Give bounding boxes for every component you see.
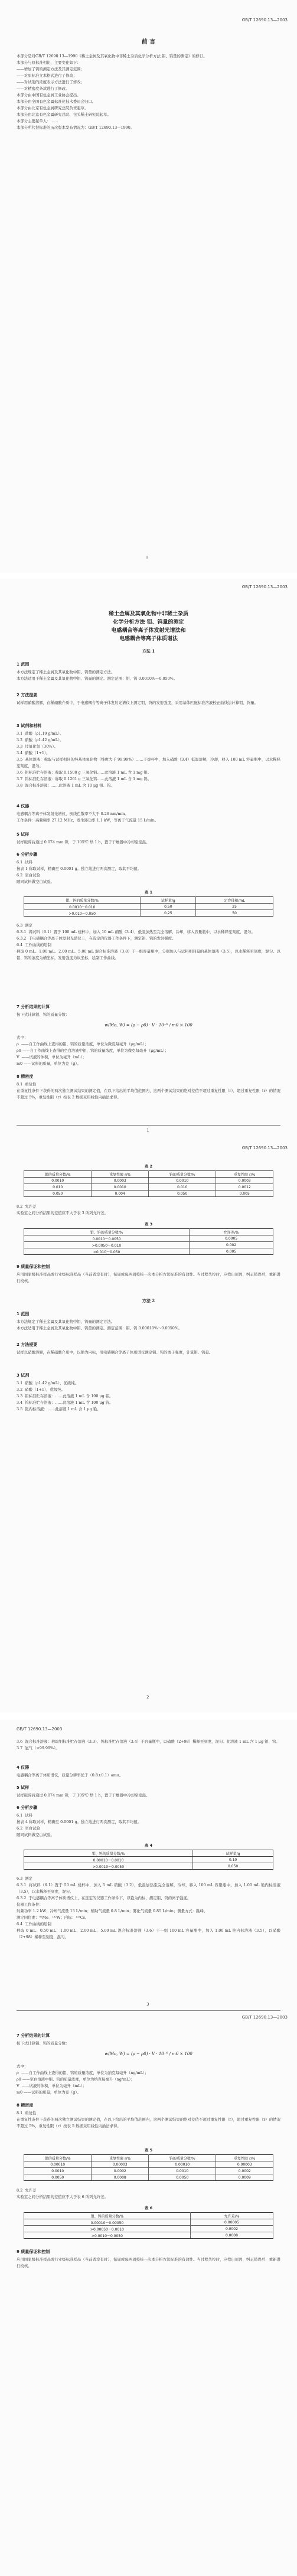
- table-row: [24, 2232, 273, 2239]
- table-tolerance: [24, 1228, 273, 1255]
- table-cell: 0.0003: [92, 1178, 149, 1184]
- table-sample-mass: [24, 1850, 273, 1870]
- table-header: 钨的质量分数/%: [148, 1171, 216, 1178]
- section-body: 试样用硝酸溶解，在稀硝酸介质中，于电感耦合等离子体发射光谱仪上测定钼、钨的发射强度，采用基体匹配标准溶液校正曲线法计算钼、钨量。: [17, 700, 258, 705]
- table-row: [24, 2168, 273, 2174]
- table-tolerance: [24, 2212, 273, 2239]
- table-cell: >0.0050～0.010: [24, 1242, 190, 1248]
- table-row: [24, 2219, 273, 2226]
- table-row: [24, 1191, 273, 1197]
- table-header: 试样量/g: [193, 1850, 273, 1857]
- section-body: 试样以硝酸溶解，在稀硝酸介质中，以铯为内标，用电感耦合等离子体质谱仪测定钼、钨的离子强度，计算钼、钨量。: [17, 1350, 213, 1355]
- page-number: 3: [146, 2002, 149, 2007]
- section-body: 3.1 硝酸（ρ1.42 g/mL），优级纯。 3.2 硝酸（1+1），优级纯。 3.3 钼标准贮存溶液：……此溶液 1 mL 含 100 μg 钼。 3.4 钨标准贮存溶液：……此溶液 1 mL 含 100 μg 钨。 3.5 铯内标溶液：……此溶液 1 mL 含 1 μg 铯。: [17, 1381, 113, 1411]
- section-body: 8.2 允许差 实验室之间分析结果的差值应不大于表 3 所列允许差。: [17, 1204, 109, 1215]
- table-header: 重复性限 r/%: [216, 1171, 273, 1178]
- section-heading: 5 试样: [17, 832, 30, 837]
- foreword-title: 前 言: [141, 39, 156, 45]
- method-heading: 方法 2: [142, 1298, 155, 1303]
- table-header: 允许差/%: [190, 1229, 273, 1235]
- page-code: GB/T 12690.13—2003: [241, 1146, 288, 1150]
- table-cell: >0.0010～0.0050: [24, 1863, 193, 1870]
- section-body: 按下式计算钼、钨的质量分数：: [17, 2041, 70, 2046]
- table-cell: 0.004: [92, 1191, 149, 1197]
- table-cell: 0.0010: [148, 1178, 216, 1184]
- section-body: 试样破碎后通过 0.074 mm 筛，于 105℃ 烘 1 h，置于干燥器中冷却至室温。: [17, 1793, 150, 1798]
- table-cell: 0.00010～0.0010: [24, 1857, 193, 1863]
- section-heading: 1 范围: [17, 1312, 30, 1316]
- table-header: 钼、钨的质量分数/%: [24, 1850, 193, 1857]
- section-heading: 8 精密度: [17, 2103, 34, 2108]
- page-code: GB/T 12690.13—2003: [241, 2015, 288, 2020]
- section-heading: 9 质量保证和控制: [17, 1264, 50, 1269]
- table-repeatability: [24, 2154, 273, 2181]
- table-cell: 0.0050: [24, 2174, 92, 2181]
- table-cell: 0.005: [190, 1248, 273, 1255]
- table-cell: 0.10: [193, 1857, 273, 1863]
- formula: w(Mo, W) = (ρ − ρ0) · V · 10⁻⁶ / m0 × 100: [105, 1023, 192, 1028]
- table-cell: 0.0008: [190, 2232, 273, 2239]
- section-body: 8.1 重复性 在重复性条件下获得的两次独立测试结果的测定值，在以下给出的平均值范围内，这两个测试结果的绝对差值不超过重复性限（r），超过重复性限（r）的情况不超过 5%，重复性限（r）按表 5 数据采用线性内插法求得。: [17, 2111, 280, 2128]
- table-cell: 0.50: [141, 904, 196, 910]
- table-header: 钼的质量分数/%: [24, 1171, 92, 1178]
- page-method-2: [0, 1720, 297, 2576]
- section-body: 本方法规定了稀土金属及其氧化物中钼、钨量的测定方法。 本方法适用于稀土金属及其氧化物中钼、钨量的测定。测定范围：钼、钨 0.00010%～0.0050%。: [17, 1319, 182, 1331]
- section-body: 6.1 试料 按表 1 称取试样，精确至 0.0001 g。独立地进行两次测定，取其平均值。 6.2 空白试验 随同试料做空白试验。: [17, 860, 142, 884]
- table-row: [24, 904, 273, 910]
- standard-title-line-2: 化学分析方法 钼、钨量的测定: [113, 619, 184, 625]
- section-body: 电感耦合等离子体发射光谱仪，倒线色散率不大于 0.26 nm/mm。 工作条件：高频频率 27.12 MHz，发生器功率 1.1 kW，等离子气流量 15 L/min。: [17, 811, 159, 823]
- table-cell: 0.0010～0.010: [24, 904, 141, 910]
- table-cell: 0.010: [24, 1184, 92, 1191]
- table-cell: 25: [196, 904, 273, 910]
- table-header: 重复性限 r/%: [216, 2155, 273, 2161]
- page-main: [0, 579, 297, 1713]
- section-heading: 2 方法提要: [17, 1342, 38, 1347]
- table-header: 钼、钨的质量分数/%: [24, 2213, 191, 2219]
- table-cell: 0.00003: [216, 2161, 273, 2168]
- table-cell: 0.0003: [216, 1178, 273, 1184]
- table-cell: >0.010～0.050: [24, 1248, 190, 1255]
- table-cell: 0.0002: [190, 2226, 273, 2232]
- section-heading: 2 方法提要: [17, 693, 38, 697]
- section-body: 6.1 试料 按表 4 称取试样，精确至 0.0001 g。独立地进行两次测定，取其平均值。 6.2 空白试验 随同试料做空白试验。: [17, 1813, 142, 1837]
- section-heading: 1 范围: [17, 662, 30, 667]
- table-header: 重复性限 r/%: [92, 1171, 149, 1178]
- page-code: GB/T 12690.13—2003: [17, 1727, 63, 1732]
- section-heading: 6 分析步骤: [17, 852, 38, 857]
- section-heading: 6 分析步骤: [17, 1805, 38, 1810]
- page-foreword: [0, 0, 297, 573]
- page-number: I: [146, 555, 148, 560]
- section-body: 8.1 重复性 在重复性条件下获得的两次独立测试结果的测定值，在以下给出的平均值范围内，这两个测试结果的绝对差值不超过重复性限（r），超过重复性限（r）的情况不超过 5%，重复性限（r）按表 2 数据采用线性内插法求得。: [17, 1082, 280, 1100]
- table-header: 钼的质量分数/%: [24, 2155, 92, 2161]
- foreword-body: 本部分是对GB/T 12690.13—1990《稀土金属及其氧化物中非稀土杂质化学分析方法 钼、钨量的测定》的修订。 本部分与原标准相比，主要变化如下： ——增加了钨的测定方法及其测定范围； ——对原标准文本格式进行了修改； ——对试剂的浓度表示方法进行了修改； ——对精密度条款进行了修改。 本部分由中国有色金属工业协会提出。 本部分由全国有色金属标准化技术委员会归口。 本部分由北京有色金属研究总院负责起草。 本部分由北京有色金属研究总院、包头稀土研究院起草。 本部分主要起草人：…… 本部分所代替标准的历次版本发布情况为：GB/T 12690.13—1990。: [17, 54, 207, 130]
- table-header: 定容体积/mL: [196, 897, 273, 904]
- page-code: GB/T 12690.13—2003: [241, 18, 288, 22]
- section-body: 8.2 允许差 实验室之间分析结果的差值应不大于表 6 所列允许差。: [17, 2188, 109, 2199]
- standard-title-line-1: 稀土金属及其氧化物中非稀土杂质: [108, 611, 188, 617]
- table-cell: 0.00003: [92, 2161, 149, 2168]
- section-heading: 5 试样: [17, 1785, 30, 1790]
- table-row: [24, 1178, 273, 1184]
- table-row: [24, 1184, 273, 1191]
- table-header: 重复性限 r/%: [92, 2155, 149, 2161]
- table-cell: 0.0002: [216, 2168, 273, 2174]
- table-row: [24, 2161, 273, 2168]
- table-cell: 0.25: [141, 910, 196, 917]
- table-row: [24, 2174, 273, 2181]
- formula-legend: 式中： ρ ——自工作曲线上查得的钼、钨的质量浓度，单位为纳克每毫升（ng/mL）； ρ0 ——空白溶液中钼、钨的质量浓度，单位为纳克每毫升（ng/mL）； V ——试液的体积，单位为毫升（mL）； m0 ——试料的质量，单位为克（g）。: [17, 2064, 149, 2095]
- section-body: 应用国家级标准样品或行业级标准样品（当前者没有时），每周或每两周校核一次本分析方法标准的有效性。当过程失控时，应找出原因，纠正错误后，重新进行校核。: [17, 2257, 280, 2268]
- table-cell: 0.00010: [148, 2161, 216, 2168]
- table-header: 钨的质量分数/%: [148, 2155, 216, 2161]
- table-cell: 0.00005: [190, 2219, 273, 2226]
- table-cell: 0.0010: [24, 2168, 92, 2174]
- table-cell: >0.010～0.050: [24, 910, 141, 917]
- table-cell: 50: [196, 910, 273, 917]
- table-cell: 0.0009: [216, 2174, 273, 2181]
- section-body: 3.6 混合标准溶液：移取钼标准贮存溶液（3.3）、钨标准贮存溶液（3.4）于容量瓶中，以硝酸（2+98）稀释至刻度，混匀。此溶液 1 mL 含 1 μg 钼、钨。 3.7 氩气（>99.99%）。: [17, 1739, 280, 1750]
- page-number: 1: [146, 1128, 149, 1133]
- table-cell: 0.005: [216, 1191, 273, 1197]
- table-caption: 表 5: [144, 2148, 153, 2153]
- section-heading: 4 仪器: [17, 804, 30, 808]
- section-body: 电感耦合等离子体质谱仪，质量分辨率优于（0.8±0.1）amu。: [17, 1773, 123, 1778]
- table-header: 允许差/%: [190, 2213, 273, 2219]
- standard-title-line-4: 电感耦合等离子体质谱法: [119, 636, 178, 642]
- table-repeatability: [24, 1170, 273, 1197]
- section-body: 本方法规定了稀土金属及其氧化物中钼、钨量的测定方法。 本方法适用于稀土金属及其氧化物中钼、钨量的测定。测定范围：钼、钨 0.0010%～0.050%。: [17, 670, 178, 681]
- table-row: [24, 1242, 273, 1248]
- formula-legend: 式中： ρ ——自工作曲线上查得的钼、钨的质量浓度，单位为微克每毫升（μg/mL）； ρ0 ——自工作曲线上查得的空白溶液中钼、钨的质量浓度，单位为微克每毫升（μg/mL）； V ——试液的体积，单位为毫升（mL）； m0 ——试料的质量，单位为克（g）。: [17, 1035, 169, 1066]
- table-cell: 0.050: [193, 1863, 273, 1870]
- section-body: 6.3 测定 6.3.1 将试料（6.1）置于 100 mL 烧杯中，加入 10 mL 硝酸（3.4），低温加热至完全溶解，冷却，移入容量瓶中，以水稀释至刻度，混匀。 6.3.2 于电感耦合等离子体发射光谱仪上，在选定的仪器工作条件下，测定钼、钨的发射强度。 6.4 工作曲线的绘制 移取 0 mL、1.00 mL、2.00 mL、5.00 mL 混合标准溶液（3.8）于一组容量瓶中，分别加入与试料相同量的基体溶液（3.5），以水稀释至刻度，混匀。以钼、钨的浓度为横坐标，发射强度为纵坐标，绘制工作曲线。: [17, 923, 280, 960]
- section-heading: 9 质量保证和控制: [17, 2249, 50, 2254]
- section-body: 3.1 盐酸（ρ1.19 g/mL）。 3.2 硝酸（ρ1.42 g/mL）。 3.3 过氧化氢（30%）。 3.4 硝酸（1+1）。 3.5 基体溶液：称取与试样相同的纯基体氧化物（纯度大于 99.99%）……于烧杯中，加入硝酸（3.4）低温溶解，冷却，移入 100 mL 容量瓶中，以水稀释至刻度，混匀。 3.6 钼标准贮存溶液：称取 0.1500 g 三氧化钼……此溶液 1 mL 含 1 mg 钼。 3.7 钨标准贮存溶液：称取 0.1261 g 三氧化钨……此溶液 1 mL 含 1 mg 钨。 3.8 混合标准溶液：……此溶液 1 mL 含 10 μg 钼、钨。: [17, 731, 280, 788]
- table-cell: 0.0002: [92, 2168, 149, 2174]
- table-row: [24, 2226, 273, 2232]
- section-heading: 7 分析结果的计算: [17, 1005, 50, 1009]
- section-heading: 4 仪器: [17, 1765, 30, 1770]
- table-row: [24, 1248, 273, 1255]
- table-cell: 0.0005: [190, 1235, 273, 1242]
- page-break-rule: [17, 2010, 280, 2011]
- table-cell: 0.0010: [24, 1178, 92, 1184]
- page-break-rule: [17, 1125, 280, 1126]
- section-body: 应用国家级标准样品或行业级标准样品（当前者没有时），每周或每两周校核一次本分析方法标准的有效性。当过程失控时，应找出原因，纠正错误后，重新进行校核。: [17, 1272, 280, 1283]
- table-cell: 0.0010～0.0050: [24, 1235, 190, 1242]
- table-cell: 0.00010～0.00050: [24, 2219, 191, 2226]
- page-code: GB/T 12690.13—2003: [241, 585, 288, 589]
- table-cell: 0.00010: [24, 2161, 92, 2168]
- section-body: 6.3 测定 6.3.1 将试料（6.1）置于 50 mL 烧杯中，加入 5 mL 硝酸（3.2），低温加热至完全溶解，冷却，移入 100 mL 容量瓶中，加入 1.00 mL 铯内标溶液（3.5），以水稀释至刻度，混匀。 6.3.2 于电感耦合等离子体质谱仪上，在选定的仪器工作条件下，以铯为内标，测定钼、钨的离子强度。 仪器工作条件： 射频功率 1.2 kW；冷却气流量 13 L/min；辅助气流量 0.8 L/min；雾化气流量 0.85 L/min；测量方式：跳峰。 测定同位素：⁹⁵Mo、¹⁸²W；内标：¹³³Cs。 6.4 工作曲线的绘制 移取 0 mL、0.50 mL、1.00 mL、2.00 mL、5.00 mL 混合标准溶液（3.6）于一组 100 mL 容量瓶中，加入 1.00 mL 铯内标溶液（3.5），以硝酸（2+98）稀释至刻度，混匀。: [17, 1876, 280, 1939]
- method-heading: 方法 1: [142, 648, 155, 654]
- section-heading: 7 分析结果的计算: [17, 2033, 50, 2038]
- table-row: [24, 1235, 273, 1242]
- table-cell: 0.050: [24, 1191, 92, 1197]
- table-cell: 0.0012: [216, 1184, 273, 1191]
- section-body: 试样破碎后通过 0.074 mm 筛，于 105℃ 烘 1 h，置于干燥器中冷却至室温。: [17, 840, 150, 844]
- table-sample-mass: [24, 896, 273, 917]
- table-caption: 表 1: [144, 890, 153, 895]
- table-cell: 0.0010: [148, 2168, 216, 2174]
- table-cell: 0.050: [148, 1191, 216, 1197]
- table-caption: 表 3: [144, 1222, 153, 1227]
- table-cell: 0.0008: [92, 2174, 149, 2181]
- section-heading: 3 试剂: [17, 1373, 30, 1378]
- table-header: 钼、钨的质量分数/%: [24, 1229, 190, 1235]
- section-body: 按下式计算钼、钨的质量分数：: [17, 1012, 70, 1017]
- page-number: 2: [146, 1695, 149, 1700]
- table-row: [24, 910, 273, 917]
- table-cell: 0.010: [148, 1184, 216, 1191]
- table-row: [24, 1863, 273, 1870]
- section-heading: 3 试剂和材料: [17, 723, 42, 728]
- table-cell: 0.0010: [92, 1184, 149, 1191]
- standard-title-line-3: 电感耦合等离子体发射光谱法和: [111, 628, 186, 634]
- table-cell: 0.002: [190, 1242, 273, 1248]
- table-cell: 0.0050: [148, 2174, 216, 2181]
- table-row: [24, 1857, 273, 1863]
- table-cell: >0.0010～0.0050: [24, 2232, 191, 2239]
- table-header: 试样量/g: [141, 897, 196, 904]
- formula: w(Mo, W) = (ρ − ρ0) · V · 10⁻⁶ / m0 × 100: [105, 2052, 192, 2056]
- table-caption: 表 6: [144, 2206, 153, 2210]
- table-caption: 表 2: [144, 1164, 153, 1169]
- table-caption: 表 4: [144, 1843, 153, 1848]
- section-heading: 8 精密度: [17, 1074, 34, 1079]
- table-cell: >0.00050～0.0010: [24, 2226, 191, 2232]
- table-header: 钼、钨的质量分数/%: [24, 897, 141, 904]
